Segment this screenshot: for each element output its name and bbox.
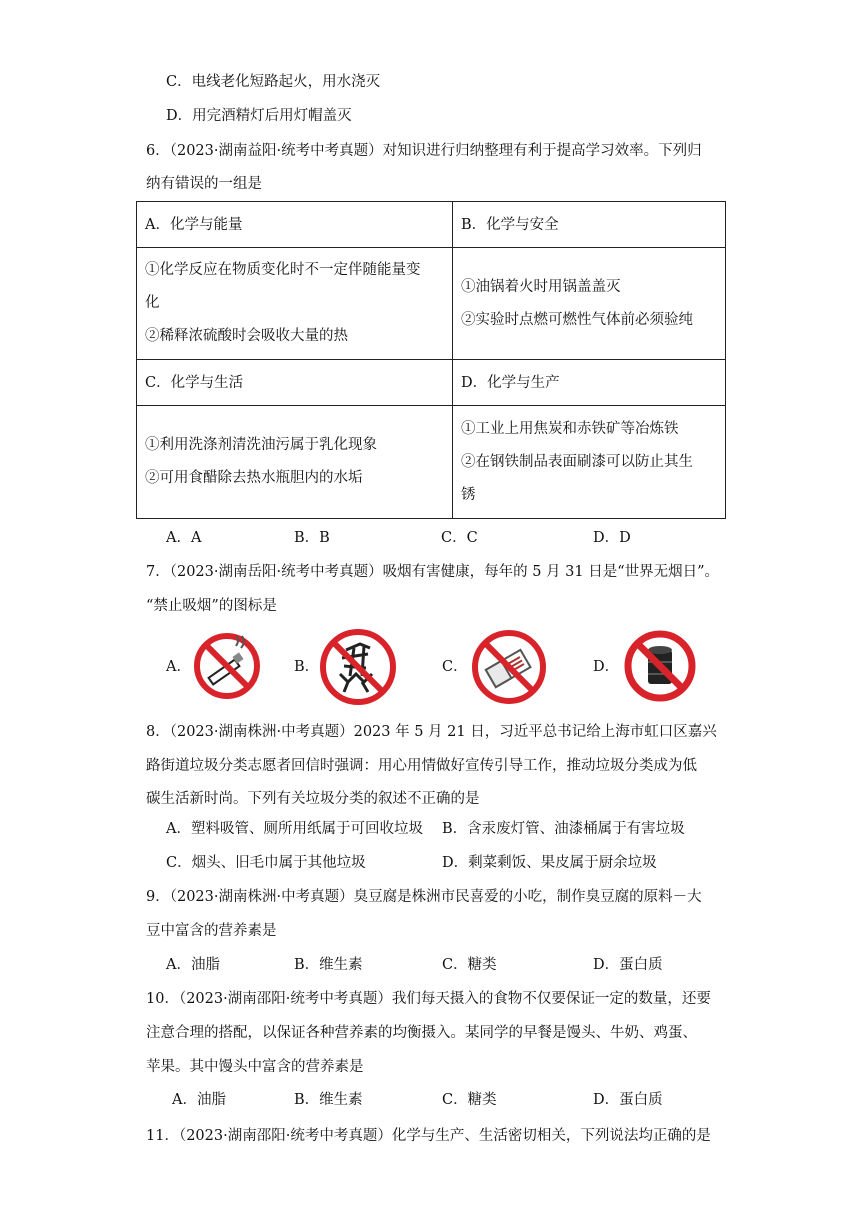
q10-option-a: A．油脂 [172, 1092, 226, 1108]
q10-options [172, 1089, 732, 1111]
q9-option-c: C．糖类 [442, 957, 497, 973]
q7-label-a: A． [166, 659, 191, 675]
q9-option-d: D．蛋白质 [593, 957, 663, 973]
q7-label-d: D． [593, 659, 620, 675]
q11-stem-line1: 11．（2023·湖南邵阳·统考中考真题）化学与生产、生活密切相关，下列说法均正确的是 [146, 1128, 711, 1144]
d-item-1: ①工业上用焦炭和赤铁矿等冶炼铁 [461, 420, 679, 437]
q6-answer-options [166, 527, 726, 549]
no-matches-icon [470, 628, 548, 706]
no-flammable-barrel-icon [622, 628, 698, 704]
no-smoking-icon [192, 628, 262, 704]
q8-option-c: C．烟头、旧毛巾属于其他垃圾 [166, 855, 366, 871]
q6-option-a: A．A [166, 530, 202, 546]
table-cell-c-header: C．化学与生活 [137, 360, 453, 406]
q6-option-c: C．C [441, 530, 478, 546]
q10-stem-line3: 苹果。其中馒头中富含的营养素是 [146, 1059, 364, 1075]
no-fireworks-icon [318, 628, 398, 706]
q7-stem-line2: “禁止吸烟”的图标是 [146, 598, 277, 614]
table-cell-d-content [453, 406, 726, 519]
a-item-1-cont: 化 [145, 295, 160, 311]
q9-option-a: A．油脂 [166, 957, 220, 973]
q9-stem-line2: 豆中富含的营养素是 [146, 923, 277, 939]
q6-knowledge-table [136, 201, 726, 519]
b-item-1: ①油锅着火时用锅盖盖灭 [461, 278, 621, 295]
d-item-2-cont: 锈 [461, 486, 476, 503]
q5-option-d: D．用完酒精灯后用灯帽盖灭 [166, 108, 352, 124]
q8-options-row1 [166, 818, 726, 840]
table-cell-b-content [453, 248, 726, 360]
q6-stem-line2: 纳有错误的一组是 [146, 176, 262, 192]
q10-stem-line1: 10．（2023·湖南邵阳·统考中考真题）我们每天摄入的食物不仅要保证一定的数量，还要 [146, 991, 711, 1007]
table-cell-a-header: A．化学与能量 [137, 202, 453, 248]
q8-stem-line1: 8．（2023·湖南株洲·中考真题）2023 年 5 月 21 日，习近平总书记给上海市虹口区嘉兴 [146, 724, 717, 740]
q10-stem-line2: 注意合理的搭配，以保证各种营养素的均衡摄入。某同学的早餐是馒头、牛奶、鸡蛋、 [146, 1025, 697, 1041]
b-item-2: ②实验时点燃可燃性气体前必须验纯 [461, 311, 693, 328]
table-cell-d-header: D．化学与生产 [453, 360, 726, 406]
c-item-2: ②可用食醋除去热水瓶胆内的水垢 [145, 470, 363, 486]
q10-option-b: B．维生素 [294, 1092, 363, 1108]
table-cell-a-content [137, 248, 453, 360]
q9-options [166, 954, 726, 976]
q6-stem-line1: 6．（2023·湖南益阳·统考中考真题）对知识进行归纳整理有利于提高学习效率。下列归 [146, 143, 702, 159]
q7-label-b: B． [294, 659, 320, 675]
q5-option-c: C．电线老化短路起火，用水浇灭 [166, 74, 381, 90]
q6-option-d: D．D [593, 530, 631, 546]
q9-option-b: B．维生素 [294, 957, 363, 973]
c-item-1: ①利用洗涤剂清洗油污属于乳化现象 [145, 437, 377, 453]
q7-label-c: C． [442, 659, 468, 675]
q10-option-c: C．糖类 [442, 1092, 497, 1108]
a-item-2: ②稀释浓硫酸时会吸收大量的热 [145, 328, 348, 344]
q8-option-d: D．剩菜剩饭、果皮属于厨余垃圾 [442, 855, 657, 871]
q8-options-row2 [166, 852, 726, 874]
q7-stem-line1: 7．（2023·湖南岳阳·统考中考真题）吸烟有害健康，每年的 5 月 31 日是“世界无烟日”。 [146, 564, 720, 580]
a-item-1: ①化学反应在物质变化时不一定伴随能量变 [145, 262, 421, 278]
d-item-2: ②在钢铁制品表面刷漆可以防止其生 [461, 453, 693, 470]
q9-stem-line1: 9．（2023·湖南株洲·中考真题）臭豆腐是株洲市民喜爱的小吃，制作臭豆腐的原料－大 [146, 889, 702, 905]
q8-stem-line3: 碳生活新时尚。下列有关垃圾分类的叙述不正确的是 [146, 791, 480, 807]
q6-option-b: B．B [294, 530, 330, 546]
q7-sign-options [166, 628, 726, 706]
q10-option-d: D．蛋白质 [593, 1092, 663, 1108]
q8-option-b: B．含汞废灯管、油漆桶属于有害垃圾 [442, 821, 685, 837]
q8-option-a: A．塑料吸管、厕所用纸属于可回收垃圾 [166, 821, 423, 837]
q8-stem-line2: 路街道垃圾分类志愿者回信时强调：用心用情做好宣传引导工作，推动垃圾分类成为低 [146, 758, 697, 774]
table-cell-c-content [137, 406, 453, 519]
table-cell-b-header: B．化学与安全 [453, 202, 726, 248]
